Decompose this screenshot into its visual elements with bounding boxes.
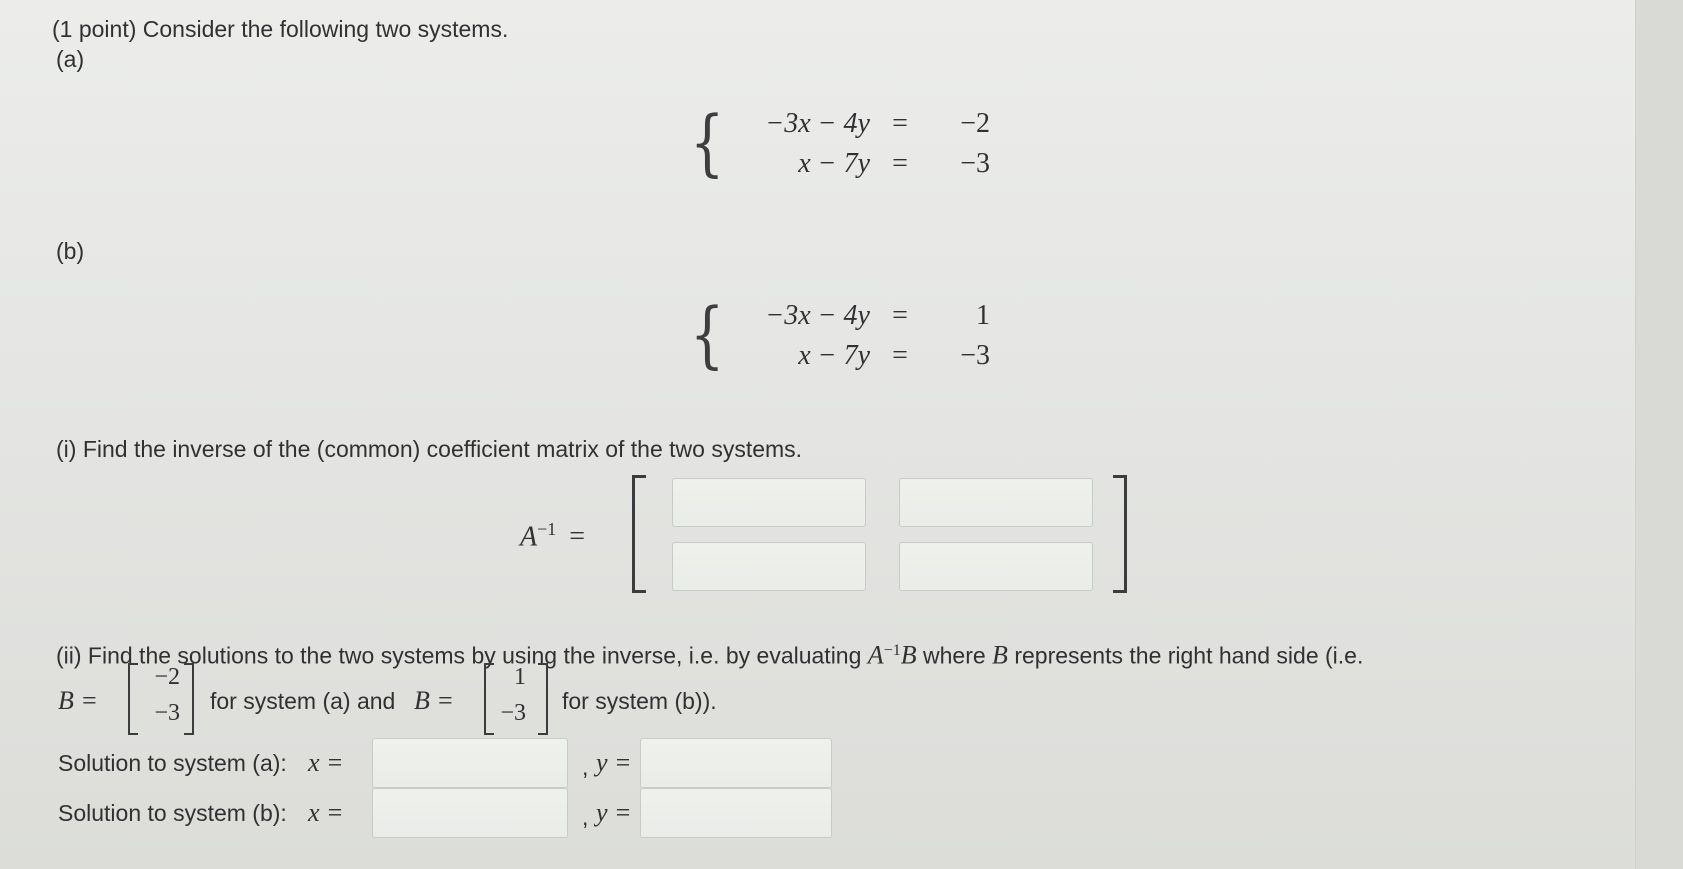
system-a xyxy=(690,100,990,194)
rhs: −3 xyxy=(960,340,990,371)
inverse-label-base: A xyxy=(520,521,538,553)
part-ii-text xyxy=(56,636,1363,671)
part-ii-expr-exponent: −1 xyxy=(883,642,901,659)
part-a-label: (a) xyxy=(56,46,85,72)
part-ii-expr-a: A xyxy=(867,640,884,670)
vector-a-entry-2: −3 xyxy=(154,700,180,726)
system-b-row-2 xyxy=(730,336,990,376)
part-ii-text-end: represents the right hand side (i.e. xyxy=(1007,642,1364,669)
inverse-label xyxy=(520,514,585,552)
for-system-a-text: for system (a) and xyxy=(210,688,396,714)
lhs: x − 7y xyxy=(798,148,870,179)
left-brace-icon: { xyxy=(690,100,725,184)
relation: = xyxy=(892,340,908,371)
solution-a-x-input[interactable] xyxy=(372,738,568,788)
part-b-label: (b) xyxy=(56,238,85,264)
solution-b-y-label: y = xyxy=(596,798,632,827)
system-a-row-2 xyxy=(730,144,990,184)
inverse-entry-2-1-input[interactable] xyxy=(672,542,866,591)
left-brace-icon: { xyxy=(690,292,725,376)
vector-a-left-bracket xyxy=(128,663,138,735)
relation: = xyxy=(892,108,908,139)
inverse-label-exponent: −1 xyxy=(537,519,557,539)
system-b xyxy=(690,292,990,386)
solution-b-label: Solution to system (b): xyxy=(58,800,287,826)
part-ii-text-where: where xyxy=(916,642,993,669)
lhs: −3x − 4y xyxy=(765,300,870,331)
inverse-entry-2-2-input[interactable] xyxy=(899,542,1093,591)
vector-b-right-bracket xyxy=(538,663,548,735)
for-system-b-text: for system (b)). xyxy=(562,688,717,714)
b-equals-label-a: B = xyxy=(58,686,98,715)
solution-b-x-label: x = xyxy=(308,798,344,827)
rhs: −3 xyxy=(960,148,990,179)
part-ii-text-start: (ii) Find the solutions to the two systems by using the inverse, i.e. by evaluating xyxy=(56,642,868,669)
inverse-label-equals: = xyxy=(569,521,586,553)
part-ii-b-symbol: B xyxy=(992,640,1008,670)
vector-b-entry-1: 1 xyxy=(514,664,526,690)
lhs: x − 7y xyxy=(798,340,870,371)
lhs: −3x − 4y xyxy=(765,108,870,139)
b-equals-label-b: B = xyxy=(414,686,454,715)
solution-b-comma: , xyxy=(582,804,589,830)
vector-a-entry-1: −2 xyxy=(154,664,180,690)
part-i-text: (i) Find the inverse of the (common) coefficient matrix of the two systems. xyxy=(56,436,803,462)
solution-a-comma: , xyxy=(582,754,589,780)
rhs: 1 xyxy=(976,300,990,331)
relation: = xyxy=(892,300,908,331)
part-ii-expr-b: B xyxy=(900,640,917,670)
vector-a-right-bracket xyxy=(184,663,194,735)
solution-b-y-input[interactable] xyxy=(640,788,832,838)
vector-b-entry-2: −3 xyxy=(500,700,526,726)
problem-intro: (1 point) Consider the following two systems. xyxy=(52,16,509,42)
solution-a-x-label: x = xyxy=(308,748,344,777)
inverse-entry-1-2-input[interactable] xyxy=(899,478,1093,527)
solution-b-x-input[interactable] xyxy=(372,788,568,838)
system-a-row-1 xyxy=(730,104,990,144)
solution-a-y-label: y = xyxy=(596,748,632,777)
system-b-row-1 xyxy=(730,296,990,336)
relation: = xyxy=(892,148,908,179)
matrix-left-bracket xyxy=(632,475,646,593)
solution-a-label: Solution to system (a): xyxy=(58,750,287,776)
matrix-right-bracket xyxy=(1113,475,1127,593)
rhs: −2 xyxy=(960,108,990,139)
solution-a-y-input[interactable] xyxy=(640,738,832,788)
inverse-entry-1-1-input[interactable] xyxy=(672,478,866,527)
